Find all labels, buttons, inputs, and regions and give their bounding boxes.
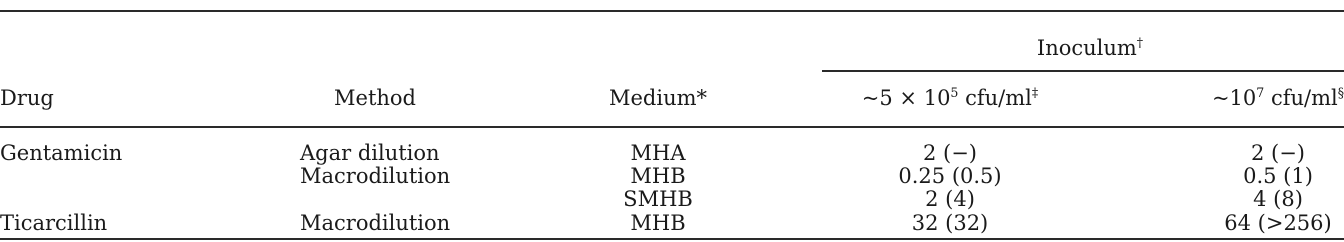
header-drug: Drug [0, 86, 54, 110]
footnote-mark: § [1337, 85, 1344, 100]
table-cell-inoculum-high: 0.5 (1) [1243, 164, 1313, 188]
header-rule [0, 126, 1344, 128]
table-cell-inoculum-low: 0.25 (0.5) [898, 164, 1002, 188]
header-inoculum-low: ~5 × $10^5$ cfu/ml‡ [861, 85, 1039, 110]
table-cell-medium: MHB [630, 164, 686, 188]
table-cell-inoculum-high: 2 (−) [1250, 141, 1306, 165]
bottom-rule [0, 238, 1344, 240]
table-cell-inoculum-high: 64 (>256) [1224, 211, 1332, 235]
inoculum-spanning-header: Inoculum† [1036, 35, 1144, 60]
header-method: Method [334, 86, 416, 110]
table-cell-method: Macrodilution [300, 164, 451, 188]
table-cell-medium: SMHB [623, 187, 693, 211]
inoculum-underline [822, 70, 1344, 72]
table-cell-method: Agar dilution [300, 141, 440, 165]
top-rule [0, 10, 1344, 12]
table-cell-drug: Ticarcillin [0, 211, 108, 235]
footnote-mark: † [1136, 35, 1144, 50]
table-cell-inoculum-high: 4 (8) [1253, 187, 1303, 211]
table-cell-inoculum-low: 32 (32) [911, 211, 989, 235]
table-cell-medium: MHA [630, 141, 686, 165]
table-cell-inoculum-low: 2 (4) [925, 187, 975, 211]
table-cell-inoculum-low: 2 (−) [922, 141, 978, 165]
table-cell-medium: MHB [630, 211, 686, 235]
table-cell-drug: Gentamicin [0, 141, 123, 165]
header-medium: Medium* [608, 86, 708, 110]
table-cell-method: Macrodilution [300, 211, 451, 235]
header-inoculum-high: $\sim 10^7$ cfu/ml§ [1211, 85, 1344, 110]
footnote-mark: ‡ [1031, 85, 1039, 100]
